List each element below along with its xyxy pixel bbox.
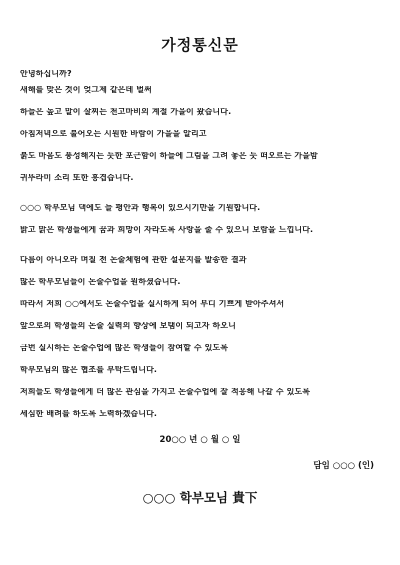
- body-line: 세심한 배려를 하도록 노력하겠습니다.: [20, 410, 158, 418]
- body-line: 다름이 아니오라 며칠 전 논술체험에 관한 설문지를 발송한 결과: [20, 256, 247, 264]
- signer-line: 담임 ○○○ (인): [313, 461, 374, 471]
- body-line: 밝고 맑은 학생들에게 꿈과 희망이 자라도록 사랑을 줄 수 있으니 보람을 느낍니다.: [20, 226, 314, 234]
- body-line: 붉도 마음도 풍성해지는 듯한 포근함이 하늘에 그림을 그려 놓은 듯 떠오르는 가을밤: [20, 152, 318, 160]
- recipient-line: ○○○ 학부모님 貴下: [142, 490, 258, 505]
- body-line: 하늘은 높고 말이 살찌는 천고마비의 계절 가을이 왔습니다.: [20, 108, 232, 116]
- body-line: 금번 실시하는 논술수업에 많은 학생들이 참여할 수 있도록: [20, 344, 229, 352]
- body-line: 앞으로의 학생들의 논술 실력의 향상에 보탬이 되고자 하오니: [20, 322, 236, 330]
- body-line: 새해를 맞은 것이 엊그제 같은데 벌써: [20, 86, 152, 94]
- body-line: 저희들도 학생들에게 더 많은 관심을 가지고 논술수업에 잘 적응해 나갈 수 있도록: [20, 388, 311, 396]
- body-line: 학부모님의 많은 협조를 부탁드립니다.: [20, 366, 158, 374]
- body-line: 따라서 저희 ○○에서도 논술수업을 실시하게 되어 부디 기쁘게 받아주셔서: [20, 300, 285, 308]
- letter-date: 20○○ 년 ○ 월 ○ 일: [159, 435, 241, 445]
- document-title: 가정통신문: [161, 36, 239, 54]
- body-line: 귀뚜라미 소리 또한 흥겹습니다.: [20, 174, 134, 182]
- body-line: 안녕하십니까?: [20, 70, 72, 78]
- body-line: ○○○ 학부모님 댁에도 늘 평안과 행복이 있으시기만을 기원합니다.: [20, 204, 261, 212]
- body-line: 많은 학부모님들이 논술수업을 원하셨습니다.: [20, 278, 181, 286]
- body-line: 아침저녁으로 불어오는 시원한 바람이 가을을 알리고: [20, 130, 207, 138]
